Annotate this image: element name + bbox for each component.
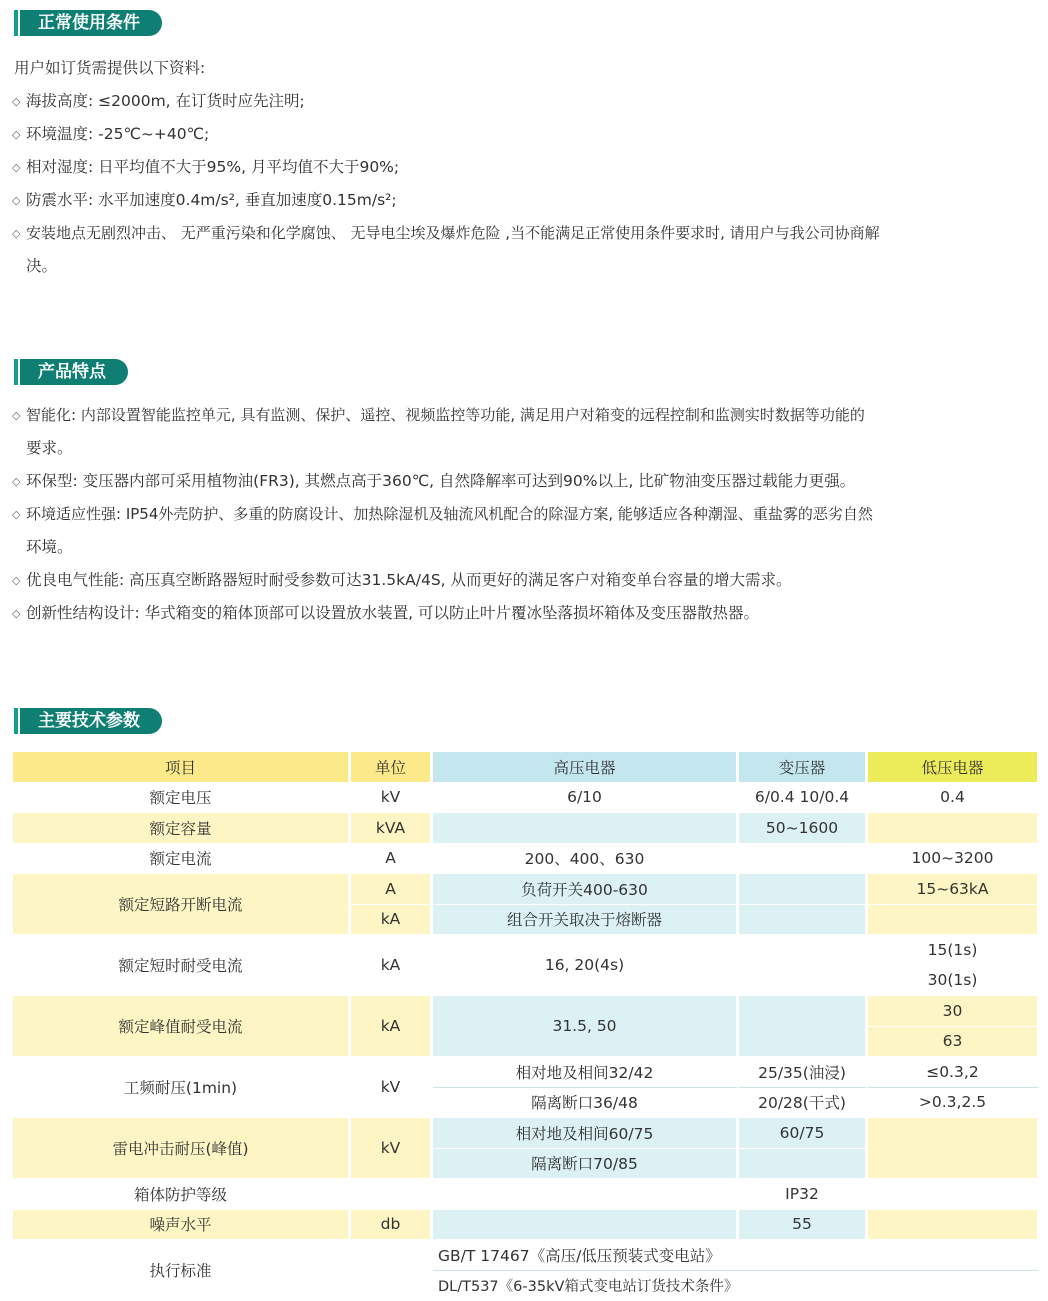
cell-unit: A	[351, 874, 433, 905]
diamond-bullet-icon: ◇	[12, 597, 20, 630]
header-unit: 单位	[351, 752, 433, 783]
cell-item: 额定容量	[13, 813, 351, 844]
table-row	[13, 1118, 1040, 1149]
list-item: ◇ 海拔高度: ≤2000m, 在订货时应先注明;	[14, 85, 1044, 118]
diamond-bullet-icon: ◇	[12, 465, 20, 498]
cell-hv: 组合开关取决于熔断器	[433, 905, 739, 936]
cell-transformer: 6/0.4 10/0.4	[739, 783, 868, 814]
cell-item: 箱体防护等级	[13, 1179, 351, 1210]
list-item: ◇ 环境适应性强: IP54外壳防护、多重的防腐设计、加热除湿机及轴流风机配合的除湿方案, 能够适应各种潮湿、重盐雾的恶劣自然	[14, 498, 1044, 531]
table-row	[13, 996, 1040, 1027]
table-row	[13, 1210, 1040, 1241]
cell-item: 额定电流	[13, 844, 351, 875]
section-header-params	[14, 707, 162, 735]
cell-item: 执行标准	[13, 1240, 351, 1301]
header-transformer: 变压器	[739, 752, 868, 783]
diamond-bullet-icon: ◇	[12, 184, 20, 217]
list-item-continuation: 要求。	[14, 432, 1044, 465]
cell-hv: 16, 20(4s)	[433, 935, 739, 996]
diamond-bullet-icon: ◇	[12, 85, 20, 118]
list-item: ◇ 防震水平: 水平加速度0.4m/s², 垂直加速度0.15m/s²;	[14, 184, 1044, 217]
cell-item: 额定峰值耐受电流	[13, 996, 351, 1057]
cell-lv	[868, 813, 1040, 844]
table-row	[13, 935, 1040, 966]
conditions-list	[14, 52, 1044, 283]
cell-item: 工频耐压(1min)	[13, 1057, 351, 1118]
table-row	[13, 783, 1040, 814]
cell-unit: kA	[351, 996, 433, 1057]
list-item: ◇ 智能化: 内部设置智能监控单元, 具有监测、保护、遥控、视频监控等功能, 满足用户对箱变的远程控制和监测实时数据等功能的	[14, 399, 1044, 432]
cell-lv	[868, 1179, 1040, 1210]
cell-unit: kV	[351, 1057, 433, 1118]
conditions-intro: 用户如订货需提供以下资料:	[14, 52, 1044, 85]
table-header-row	[13, 752, 1040, 783]
cell-lv: >0.3,2.5	[868, 1088, 1040, 1119]
cell-lv	[868, 1210, 1040, 1241]
table-row	[13, 874, 1040, 905]
cell-standard: DL/T537《6-35kV箱式变电站订货技术条件》	[433, 1271, 1040, 1301]
cell-unit: kV	[351, 1118, 433, 1179]
diamond-bullet-icon: ◇	[12, 217, 20, 250]
cell-hv: 隔离断口36/48	[433, 1088, 739, 1119]
cell-hv	[433, 1210, 739, 1241]
cell-transformer	[739, 874, 868, 905]
cell-item: 额定电压	[13, 783, 351, 814]
table-row	[13, 1057, 1040, 1088]
section-title: 正常使用条件	[20, 10, 162, 36]
cell-transformer: 20/28(干式)	[739, 1088, 868, 1119]
header-hv: 高压电器	[433, 752, 739, 783]
cell-transformer	[739, 1149, 868, 1180]
cell-lv: 30	[868, 996, 1040, 1027]
cell-transformer: 55	[739, 1210, 868, 1241]
cell-transformer	[739, 996, 868, 1057]
diamond-bullet-icon: ◇	[12, 498, 20, 531]
cell-hv: 6/10	[433, 783, 739, 814]
spec-table	[13, 752, 1040, 1301]
table-row	[13, 1240, 1040, 1271]
header-item: 项目	[13, 752, 351, 783]
section-accent-bar	[14, 708, 18, 734]
cell-hv	[433, 813, 739, 844]
section-title: 主要技术参数	[20, 708, 162, 734]
cell-unit	[351, 1240, 433, 1301]
cell-transformer: 60/75	[739, 1118, 868, 1149]
cell-lv: 30(1s)	[868, 966, 1040, 997]
diamond-bullet-icon: ◇	[12, 399, 20, 432]
header-lv: 低压电器	[868, 752, 1040, 783]
diamond-bullet-icon: ◇	[12, 151, 20, 184]
cell-hv: 相对地及相间32/42	[433, 1057, 739, 1088]
cell-hv: 200、400、630	[433, 844, 739, 875]
section-accent-bar	[14, 10, 18, 36]
cell-lv	[868, 905, 1040, 936]
list-item: ◇ 环境温度: -25℃~+40℃;	[14, 118, 1044, 151]
cell-hv	[433, 1179, 739, 1210]
cell-unit: kA	[351, 905, 433, 936]
cell-hv: 相对地及相间60/75	[433, 1118, 739, 1149]
diamond-bullet-icon: ◇	[12, 118, 20, 151]
cell-lv: ≤0.3,2	[868, 1057, 1040, 1088]
section-title: 产品特点	[20, 359, 128, 385]
table-row	[13, 813, 1040, 844]
list-item-continuation: 环境。	[14, 531, 1044, 564]
cell-hv: 负荷开关400-630	[433, 874, 739, 905]
cell-hv: 隔离断口70/85	[433, 1149, 739, 1180]
section-accent-bar	[14, 359, 18, 385]
list-item: ◇ 安装地点无剧烈冲击、 无严重污染和化学腐蚀、 无导电尘埃及爆炸危险 ,当不能满足正常使用条件要求时, 请用户与我公司协商解	[14, 217, 1044, 250]
cell-unit: kV	[351, 783, 433, 814]
cell-item: 额定短时耐受电流	[13, 935, 351, 996]
cell-transformer: 50~1600	[739, 813, 868, 844]
cell-lv: 100~3200	[868, 844, 1040, 875]
section-header-conditions	[14, 9, 162, 37]
cell-unit: db	[351, 1210, 433, 1241]
cell-unit	[351, 1179, 433, 1210]
cell-standard: GB/T 17467《高压/低压预装式变电站》	[433, 1240, 1040, 1271]
diamond-bullet-icon: ◇	[12, 564, 20, 597]
cell-hv: 31.5, 50	[433, 996, 739, 1057]
section-header-features	[14, 358, 128, 386]
list-item-continuation: 决。	[14, 250, 1044, 283]
cell-unit: kA	[351, 935, 433, 996]
cell-unit: A	[351, 844, 433, 875]
cell-lv: 15~63kA	[868, 874, 1040, 905]
table-row	[13, 844, 1040, 875]
cell-item: 雷电冲击耐压(峰值)	[13, 1118, 351, 1179]
table-row	[13, 1179, 1040, 1210]
cell-lv: 63	[868, 1027, 1040, 1058]
list-item: ◇ 相对湿度: 日平均值不大于95%, 月平均值不大于90%;	[14, 151, 1044, 184]
cell-item: 噪声水平	[13, 1210, 351, 1241]
cell-transformer	[739, 844, 868, 875]
list-item: ◇ 创新性结构设计: 华式箱变的箱体顶部可以设置放水装置, 可以防止叶片覆冰坠落损坏箱体及变压器散热器。	[14, 597, 1044, 630]
cell-transformer: IP32	[739, 1179, 868, 1210]
cell-unit: kVA	[351, 813, 433, 844]
cell-transformer	[739, 905, 868, 936]
cell-lv: 0.4	[868, 783, 1040, 814]
cell-lv	[868, 1118, 1040, 1179]
cell-lv: 15(1s)	[868, 935, 1040, 966]
features-list	[14, 399, 1044, 630]
cell-item: 额定短路开断电流	[13, 874, 351, 935]
list-item: ◇ 优良电气性能: 高压真空断路器短时耐受参数可达31.5kA/4S, 从而更好的满足客户对箱变单台容量的增大需求。	[14, 564, 1044, 597]
cell-transformer: 25/35(油浸)	[739, 1057, 868, 1088]
cell-transformer	[739, 935, 868, 996]
list-item: ◇ 环保型: 变压器内部可采用植物油(FR3), 其燃点高于360℃, 自然降解率可达到90%以上, 比矿物油变压器过载能力更强。	[14, 465, 1044, 498]
